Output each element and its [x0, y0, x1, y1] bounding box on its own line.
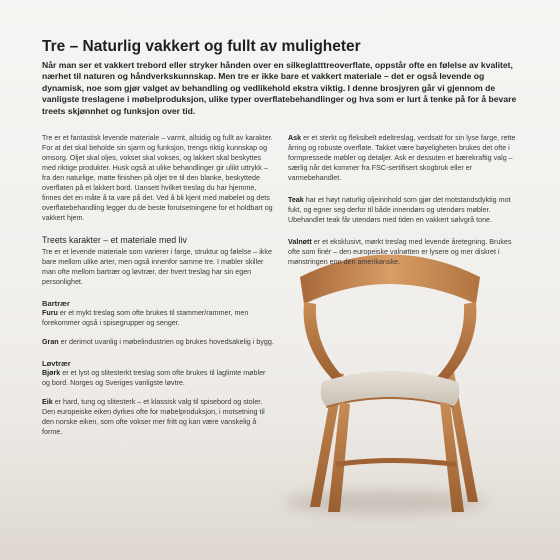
- wood-name: Gran: [42, 338, 59, 346]
- wood-description: er et lyst og slitesterkt treslag som ofte brukes til laglimte møbler og bord. Norges og Sveriges vanligste løvtre.: [42, 369, 266, 387]
- wood-name: Teak: [288, 196, 304, 204]
- right-column: [288, 133, 520, 267]
- wood-description: er et mykt treslag som ofte brukes til stammer/rammer, men forekommer også i spisegrupper og senger.: [42, 309, 249, 327]
- wood-entry-teak: [288, 195, 520, 225]
- wood-description: er hard, tung og slitesterk – et klassisk valg til spisebord og stoler. Den europeiske eiken dyrkes ofte for møbelproduksjon, i motsetning til den norske eiken, som ofte vokser mer fritt og kan være vanskelig å forme.: [42, 398, 265, 436]
- wood-name: Valnøtt: [288, 238, 312, 246]
- softwood-label: Bartrær: [42, 299, 70, 308]
- wood-entry-ask: [288, 133, 520, 183]
- wood-description: er et sterkt og fleksibelt edeltreslag, verdsatt for sin lyse farge, rette årring og robuste overflate. Takket være bøyeligheten brukes det ofte i formpressede møbler og detaljer. Ask er dessuten et bærekraftig valg – særlig når det kommer fra FSC-sertifisert skogbruk eller er varmebehandlet.: [288, 134, 516, 182]
- wood-description: er et eksklusivt, mørkt treslag med levende åretegning. Brukes ofte som finér – den europeiske valnøtten er lysere og mer diskret i mønstringen enn den amerikanske.: [288, 238, 512, 266]
- chair-illustration: [240, 222, 540, 522]
- page-title: Tre – Naturlig vakkert og fullt av muligheter: [42, 38, 361, 55]
- hardwood-label: Løvtrær: [42, 359, 71, 368]
- wood-entry-valnott: [288, 237, 520, 267]
- lead-paragraph: Når man ser et vakkert trebord eller stryker hånden over en silkeglatttreoverflate, oppstår ofte en følelse av kvalitet, nærhet til naturen og håndverkskunnskap. Men tre er ikke bare et vakkert materiale – det er også levende og dynamisk, noe som gjør valget av behandling og vedlikehold ekstra viktig. I denne brosjyren går vi gjennom de vanligste treslagene i møbelproduksjon, ulike typer overflatebehandlinger og hva som er lurt å tenke på for å bevare treets skjønnhet og funksjon over tid.: [42, 60, 517, 116]
- wood-name: Bjørk: [42, 369, 61, 377]
- left-column: [42, 133, 274, 437]
- character-heading: Treets karakter – et materiale med liv: [42, 235, 187, 245]
- wood-entry-bjork: [42, 368, 274, 388]
- wood-name: Ask: [288, 134, 302, 142]
- wood-entry-furu: [42, 308, 274, 328]
- wood-entry-eik: [42, 397, 274, 437]
- wood-entry-gran: [42, 337, 274, 347]
- wood-description: er derimot uvanlig i møbelindustrien og brukes hovedsakelig i bygg.: [58, 338, 274, 346]
- wood-description: har et høyt naturlig oljeinnhold som gjør det motstandsdyktig mot fukt, og egner seg derfor til både innendørs og utendørs møbler. Ubehandlet teak får utendørs med tiden en vakkert sølvgrå tone.: [288, 196, 511, 224]
- intro-paragraph: Tre er et fantastisk levende materiale – varmt, allsidig og fullt av karakter. For at det skal beholde sin sjarm og funksjon, trengs riktig kunnskap og omsorg. Oljet skal oljes, vokset skal vokses, og lakkert skal beskyttes med riktige produkter. Husk også at ulike behandlinger gir ulikt uttrykk – fra den naturlige, matte finishen på oljet tre til den blanke, beskyttede overflaten på et lakkert bord. Uansett hvilket treslag du har hjemme, finnes det en måte å ta vare på det. Ved å bli kjent med møbelet og dets overflatebehandling legger du de beste forutsetningene for et holdbart og vakkert hjem.: [42, 134, 273, 222]
- wood-name: Furu: [42, 309, 58, 317]
- wood-name: Eik: [42, 398, 53, 406]
- character-paragraph: Tre er et levende materiale som varierer i farge, struktur og følelse – ikke bare mellom ulike arter, men også innenfor samme tre. I møbler skiller man ofte mellom bartrær og løvtrær, der hvert treslag har sin egen personlighet.: [42, 248, 272, 286]
